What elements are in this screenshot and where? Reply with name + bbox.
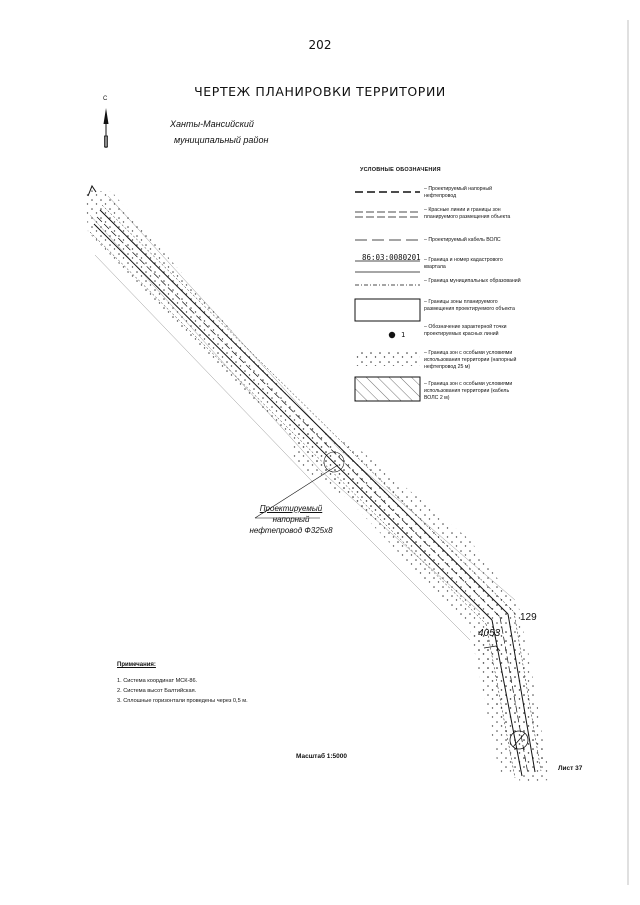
notes-block xyxy=(117,660,248,706)
legend-symbols xyxy=(355,192,420,401)
sheet-label: Лист 37 xyxy=(558,765,583,772)
legend-item-cadastral: – Граница и номер кадастрового квартала xyxy=(424,257,503,270)
pipeline-label-line-2: напорный xyxy=(272,515,310,524)
point-label-129: 129 xyxy=(520,612,537,623)
legend-item-zone-boundary: – Границы зоны планируемого размещения проектируемого объекта xyxy=(424,299,515,312)
region-label-line-2: муниципальный район xyxy=(174,135,269,145)
note-item: 3. Сплошные горизонтали проведены через 0,5 м. xyxy=(117,698,248,704)
legend-item-red-lines: – Красные линии и границы зон планируемого размещения объекта xyxy=(424,207,511,220)
characteristic-point-icon xyxy=(389,332,395,338)
north-label: С xyxy=(103,96,108,102)
note-item: 2. Система высот Балтийская. xyxy=(117,688,197,694)
pipeline-label-line-1: Проектируемый xyxy=(259,504,323,513)
region-label-line-1: Ханты-Мансийский xyxy=(170,119,254,129)
north-arrow-icon xyxy=(104,108,109,148)
notes-heading: Примечания: xyxy=(117,662,156,668)
page-number: 202 xyxy=(308,38,332,52)
scale-label: Масштаб 1:5000 xyxy=(296,753,348,760)
note-item: 1. Система координат МСК-86. xyxy=(117,678,198,684)
legend-item-cable: – Проектируемый кабель ВОЛС xyxy=(424,237,501,243)
pipeline-label-line-3: нефтепровод Ф325х8 xyxy=(249,526,333,535)
legend-item-pipeline-zone: – Граница зон с особыми условиями использования территории (напорный нефтепровод 25 м) xyxy=(424,350,517,370)
legend-item-municipal: – Граница муниципальных образований xyxy=(424,278,521,284)
legend-item-cable-zone: – Граница зон с особыми условиями использования территории (кабель ВОЛС 2 м) xyxy=(424,381,513,401)
drawing-title: ЧЕРТЕЖ ПЛАНИРОВКИ ТЕРРИТОРИИ xyxy=(194,84,446,99)
legend-title: УСЛОВНЫЕ ОБОЗНАЧЕНИЯ xyxy=(360,167,441,173)
legend-item-pipeline: – Проектируемый напорный нефтепровод xyxy=(424,186,493,199)
legend-quarter-code: 86:03:0080201 xyxy=(362,253,421,262)
point-label-4053: 4053 xyxy=(478,628,501,639)
region-label xyxy=(170,116,268,148)
legend-item-point: – Обозначение характерной точки проектируемых красных линий xyxy=(424,324,507,337)
pipeline-label xyxy=(236,503,346,536)
legend-point-number: 1 xyxy=(401,331,406,339)
